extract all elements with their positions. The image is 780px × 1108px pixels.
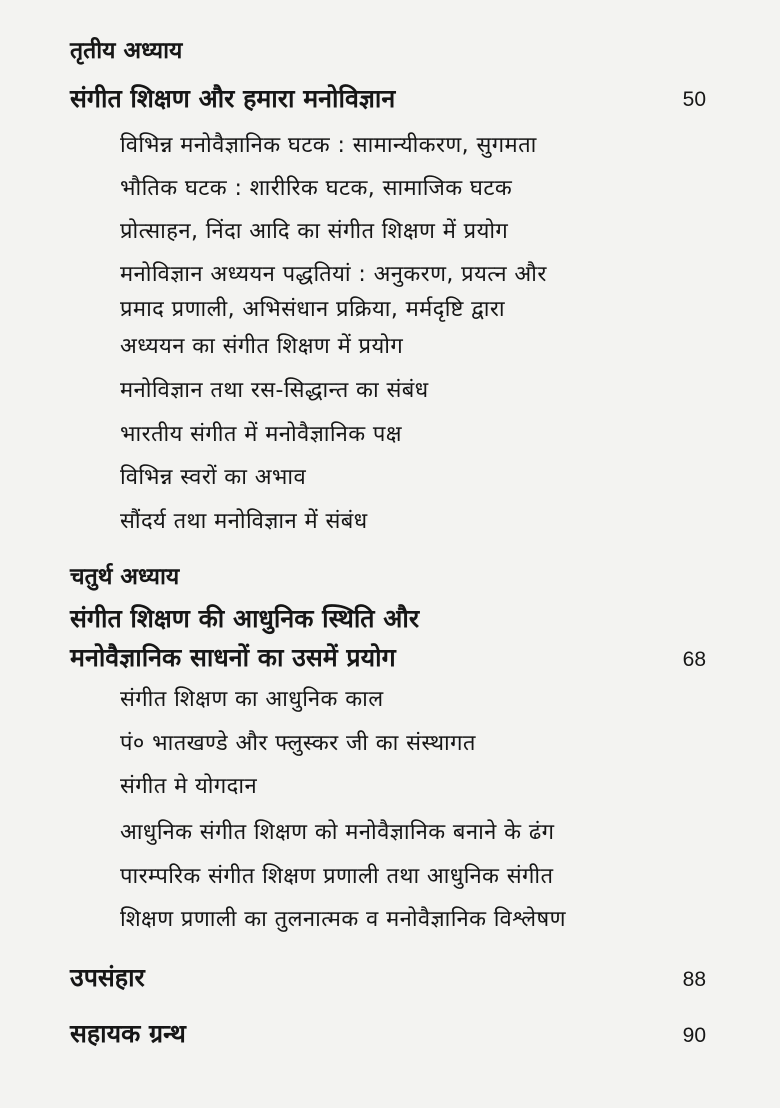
toc-subitem: आधुनिक संगीत शिक्षण को मनोवैज्ञानिक बनाने के ढंग <box>120 820 555 845</box>
toc-subitem: विभिन्न मनोवैज्ञानिक घटक : सामान्यीकरण, सुगमता <box>120 133 537 158</box>
chapter-4-label: चतुर्थ अध्याय <box>70 564 180 590</box>
conclusion-title: उपसंहार <box>70 963 145 992</box>
toc-subitem: शिक्षण प्रणाली का तुलनात्मक व मनोवैज्ञानिक विश्लेषण <box>120 907 566 932</box>
chapter-4-title-line-1: संगीत शिक्षण की आधुनिक स्थिति और <box>70 604 420 633</box>
toc-subitem: पं० भातखण्डे और फ्लुस्कर जी का संस्थागत <box>120 731 476 756</box>
toc-subitem: मनोविज्ञान अध्ययन पद्धतियां : अनुकरण, प्रयत्न और <box>120 262 547 287</box>
chapter-3-page-number: 50 <box>682 88 706 111</box>
toc-subitem: मनोविज्ञान तथा रस-सिद्धान्त का संबंध <box>120 378 429 403</box>
bibliography-page-number: 90 <box>682 1024 706 1047</box>
toc-subitem: प्रोत्साहन, निंदा आदि का संगीत शिक्षण में प्रयोग <box>120 219 509 244</box>
toc-subitem: प्रमाद प्रणाली, अभिसंधान प्रक्रिया, मर्मदृष्टि द्वारा <box>120 297 505 322</box>
toc-subitem: पारम्परिक संगीत शिक्षण प्रणाली तथा आधुनिक संगीत <box>120 864 554 889</box>
toc-subitem: अध्ययन का संगीत शिक्षण में प्रयोग <box>120 334 404 359</box>
conclusion-page-number: 88 <box>682 968 706 991</box>
toc-subitem: सौंदर्य तथा मनोविज्ञान में संबंध <box>120 509 368 534</box>
toc-subitem: भौतिक घटक : शारीरिक घटक, सामाजिक घटक <box>120 176 513 201</box>
toc-subitem: संगीत मे योगदान <box>120 774 258 799</box>
toc-subitem: संगीत शिक्षण का आधुनिक काल <box>120 687 384 712</box>
chapter-3-label: तृतीय अध्याय <box>70 38 183 64</box>
chapter-3-title: संगीत शिक्षण और हमारा मनोविज्ञान <box>70 84 396 113</box>
chapter-4-title-line-2: मनोवैज्ञानिक साधनों का उसमें प्रयोग <box>70 643 396 672</box>
toc-subitem: विभिन्न स्वरों का अभाव <box>120 465 307 490</box>
bibliography-title: सहायक ग्रन्थ <box>70 1019 186 1048</box>
chapter-4-page-number: 68 <box>682 648 706 671</box>
toc-subitem: भारतीय संगीत में मनोवैज्ञानिक पक्ष <box>120 422 402 447</box>
